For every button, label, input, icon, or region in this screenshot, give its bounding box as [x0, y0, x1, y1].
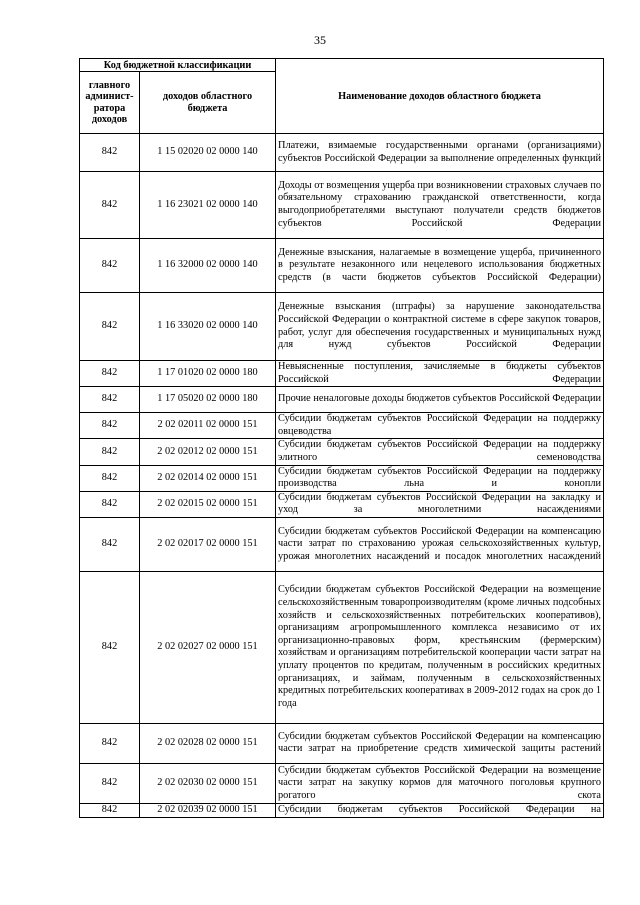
- table-row: [80, 723, 604, 763]
- table-row: [80, 239, 604, 293]
- table-row: [80, 763, 604, 803]
- revenue-code-cell: 2 02 02015 02 0000 151: [140, 491, 276, 517]
- budget-classification-table: [79, 58, 604, 818]
- revenue-name-cell: Доходы от возмещения ущерба при возникновении страховых случаев по обязательному страхованию гражданской ответственности, когда выгодоприобретателями выступают получатели средств бюджетов субъектов Российской Федерации: [276, 172, 604, 239]
- admin-code-cell: 842: [80, 723, 140, 763]
- revenue-name-cell: Платежи, взимаемые государственными органами (организациями) субъектов Российской Федерации за выполнение определенных функций: [276, 134, 604, 172]
- revenue-code-cell: 2 02 02030 02 0000 151: [140, 763, 276, 803]
- table-row: [80, 172, 604, 239]
- table-row: [80, 465, 604, 491]
- revenue-code-cell: 2 02 02028 02 0000 151: [140, 723, 276, 763]
- revenue-code-cell: 2 02 02027 02 0000 151: [140, 571, 276, 723]
- admin-code-cell: 842: [80, 465, 140, 491]
- revenue-code-cell: 2 02 02014 02 0000 151: [140, 465, 276, 491]
- admin-code-cell: 842: [80, 803, 140, 817]
- revenue-name-cell: Денежные взыскания (штрафы) за нарушение законодательства Российской Федерации о контрактной системе в сфере закупок товаров, работ, услуг для обеспечения государственных и муниципальных нужд для нужд субъектов Российской Федерации: [276, 293, 604, 361]
- admin-code-cell: 842: [80, 517, 140, 571]
- revenue-name-cell: Субсидии бюджетам субъектов Российской Федерации на возмещение сельскохозяйственным товаропроизводителям (кроме личных подсобных хозяйств и сельскохозяйственных потребительских кооперативов), организациям агропромышленного комплекса независимо от их организационно-правовых форм, крестьянским (фермерским) хозяйствам и организациям потребительской кооперации части затрат на уплату процентов по кредитам, полученным в российских кредитных организациях, и займам, полученным в сельскохозяйственных кредитных потребительских кооперативах в 2009-2012 годах на срок до 1 года: [276, 571, 604, 723]
- admin-code-cell: 842: [80, 293, 140, 361]
- revenue-code-cell: 1 16 23021 02 0000 140: [140, 172, 276, 239]
- revenue-name-cell: Субсидии бюджетам субъектов Российской Федерации на закладку и уход за многолетними насаждениями: [276, 491, 604, 517]
- revenue-code-cell: 1 16 32000 02 0000 140: [140, 239, 276, 293]
- revenue-code-cell: 1 17 05020 02 0000 180: [140, 387, 276, 413]
- admin-code-cell: 842: [80, 491, 140, 517]
- admin-code-cell: 842: [80, 172, 140, 239]
- revenue-name-cell: Субсидии бюджетам субъектов Российской Федерации на компенсацию части затрат на приобретение средств химической защиты растений: [276, 723, 604, 763]
- revenue-name-cell: Прочие неналоговые доходы бюджетов субъектов Российской Федерации: [276, 387, 604, 413]
- revenue-code-cell: 2 02 02012 02 0000 151: [140, 439, 276, 465]
- revenue-name-cell: Субсидии бюджетам субъектов Российской Федерации на компенсацию части затрат по страхованию урожая сельскохозяйственных культур, урожая многолетних насаждений и посадок многолетних насаждений: [276, 517, 604, 571]
- budget-code-group-header: Код бюджетной классификации: [80, 59, 276, 72]
- revenue-code-cell: 2 02 02039 02 0000 151: [140, 803, 276, 817]
- revenue-name-cell: Субсидии бюджетам субъектов Российской Федерации на поддержку овцеводства: [276, 413, 604, 439]
- table-row: [80, 571, 604, 723]
- admin-column-header: главного админист-ратора доходов: [80, 72, 140, 134]
- table-row: [80, 293, 604, 361]
- admin-code-cell: 842: [80, 387, 140, 413]
- revenue-name-cell: Субсидии бюджетам субъектов Российской Федерации на возмещение части затрат на закупку кормов для маточного поголовья крупного рогатого скота: [276, 763, 604, 803]
- table-row: [80, 439, 604, 465]
- revenue-name-cell: Невыясненные поступления, зачисляемые в бюджеты субъектов Российской Федерации: [276, 361, 604, 387]
- revenue-code-cell: 1 16 33020 02 0000 140: [140, 293, 276, 361]
- table-row: [80, 491, 604, 517]
- revenue-code-cell: 1 17 01020 02 0000 180: [140, 361, 276, 387]
- table-row: [80, 134, 604, 172]
- table-row: [80, 361, 604, 387]
- admin-code-cell: 842: [80, 571, 140, 723]
- revenue-code-cell: 1 15 02020 02 0000 140: [140, 134, 276, 172]
- code-column-header: доходов областного бюджета: [140, 72, 276, 134]
- admin-code-cell: 842: [80, 439, 140, 465]
- table-row: [80, 803, 604, 817]
- admin-code-cell: 842: [80, 413, 140, 439]
- revenue-name-cell: Субсидии бюджетам субъектов Российской Федерации на поддержку элитного семеноводства: [276, 439, 604, 465]
- table-row: [80, 413, 604, 439]
- table-row: [80, 387, 604, 413]
- admin-code-cell: 842: [80, 763, 140, 803]
- revenue-name-cell: Субсидии бюджетам субъектов Российской Федерации на: [276, 803, 604, 817]
- revenue-name-cell: Денежные взыскания, налагаемые в возмещение ущерба, причиненного в результате незаконного или нецелевого использования бюджетных средств (в части бюджетов субъектов Российской Федерации): [276, 239, 604, 293]
- revenue-name-cell: Субсидии бюджетам субъектов Российской Федерации на поддержку производства льна и конопли: [276, 465, 604, 491]
- revenue-code-cell: 2 02 02017 02 0000 151: [140, 517, 276, 571]
- admin-code-cell: 842: [80, 361, 140, 387]
- page-number: 35: [314, 33, 326, 47]
- admin-code-cell: 842: [80, 239, 140, 293]
- admin-code-cell: 842: [80, 134, 140, 172]
- revenue-name-header: Наименование доходов областного бюджета: [276, 59, 604, 134]
- table-row: [80, 517, 604, 571]
- revenue-code-cell: 2 02 02011 02 0000 151: [140, 413, 276, 439]
- table-body: [80, 134, 604, 818]
